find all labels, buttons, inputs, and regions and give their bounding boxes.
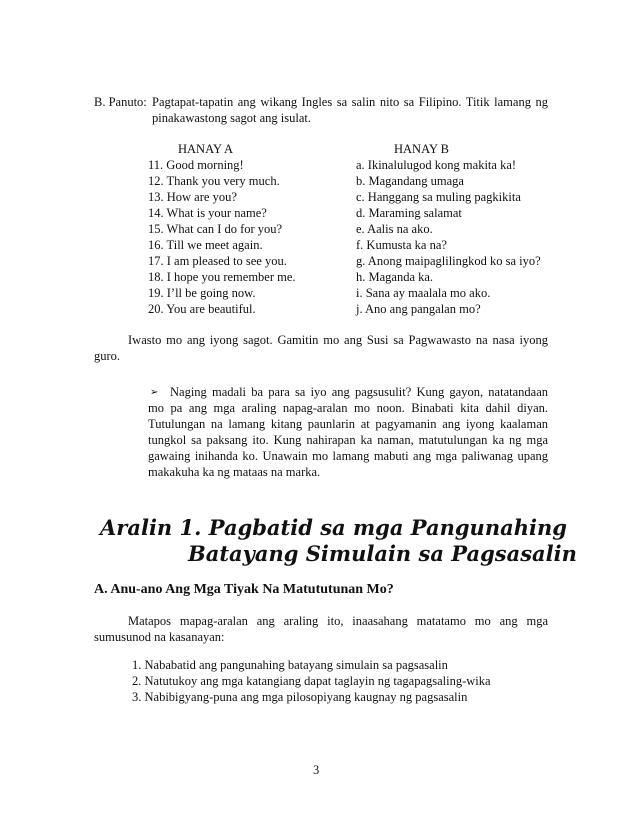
hanay-a-item: 13. How are you? (148, 190, 237, 204)
hanay-b-header: HANAY B (394, 142, 449, 156)
hanay-b-item: d. Maraming salamat (356, 206, 462, 220)
aralin-title-line2: Batayang Simulain sa Pagsasalin (188, 541, 577, 566)
section-a-intro-line2: sumusunod na kasanayan: (94, 630, 225, 644)
hanay-b-item: f. Kumusta ka na? (356, 238, 447, 252)
hanay-a-item: 15. What can I do for you? (148, 222, 283, 236)
bullet-line: Tutulungan na lamang kitang paunlarin at pagyamanin ang iyong kaalaman (148, 417, 548, 431)
hanay-b-item: c. Hanggang sa muling pagkikita (356, 190, 521, 204)
objective-item: 2. Natutukoy ang mga katangiang dapat taglayin ng tagapagsaling-wika (132, 674, 491, 688)
hanay-a-item: 17. I am pleased to see you. (148, 254, 287, 268)
iwasto-line1: Iwasto mo ang iyong sagot. Gamitin mo ang Susi sa Pagwawasto na nasa iyong (128, 333, 548, 347)
section-b-instruction-line2: pinakawastong sagot ang isulat. (152, 111, 311, 125)
hanay-b-item: i. Sana ay maalala mo ako. (356, 286, 491, 300)
arrow-bullet-icon: ➢ (150, 387, 159, 398)
hanay-b-item: b. Magandang umaga (356, 174, 464, 188)
bullet-line: tungkol sa paksang ito. Kung nahirapan ka naman, matutulungan ka ng mga (148, 433, 548, 447)
bullet-line: mo pa ang mga araling napag-aralan mo noon. Binabati kita dahil diyan. (148, 401, 548, 415)
hanay-b-item: g. Anong maipaglilingkod ko sa iyo? (356, 254, 541, 268)
hanay-a-item: 16. Till we meet again. (148, 238, 263, 252)
bullet-line: gawaing inihanda ko. Unawain mo lamang mabuti ang mga paliwanag upang (148, 449, 548, 463)
page-number: 3 (313, 763, 320, 777)
hanay-b-item: e. Aalis na ako. (356, 222, 433, 236)
hanay-a-item: 20. You are beautiful. (148, 302, 256, 316)
hanay-b-item: j. Ano ang pangalan mo? (356, 302, 481, 316)
hanay-a-header: HANAY A (178, 142, 233, 156)
hanay-a-item: 18. I hope you remember me. (148, 270, 296, 284)
bullet-line: makakuha ka ng mataas na marka. (148, 465, 321, 479)
hanay-a-item: 19. I’ll be going now. (148, 286, 256, 300)
section-b-instruction-line1: Pagtapat-tapatin ang wikang Ingles sa salin nito sa Filipino. Titik lamang ng (152, 95, 548, 109)
objective-item: 3. Nabibigyang-puna ang mga pilosopiyang kaugnay ng pagsasalin (132, 690, 468, 704)
hanay-b-item: h. Maganda ka. (356, 270, 434, 284)
section-a-intro-line1: Matapos mapag-aralan ang araling ito, inaasahang matatamo mo ang mga (128, 614, 548, 628)
iwasto-line2: guro. (94, 349, 121, 363)
hanay-a-item: 12. Thank you very much. (148, 174, 280, 188)
aralin-title-line1: Aralin 1. Pagbatid sa mga Pangunahing (100, 515, 567, 540)
bullet-line: Naging madali ba para sa iyo ang pagsusulit? Kung gayon, natatandaan (170, 385, 548, 399)
section-a-heading: A. Anu-ano Ang Mga Tiyak Na Matututunan Mo? (94, 582, 394, 597)
objective-item: 1. Nababatid ang pangunahing batayang simulain sa pagsasalin (132, 658, 448, 672)
hanay-a-item: 11. Good morning! (148, 158, 244, 172)
hanay-a-item: 14. What is your name? (148, 206, 267, 220)
section-b-label: B. Panuto: (94, 95, 147, 109)
hanay-b-item: a. Ikinalulugod kong makita ka! (356, 158, 517, 172)
